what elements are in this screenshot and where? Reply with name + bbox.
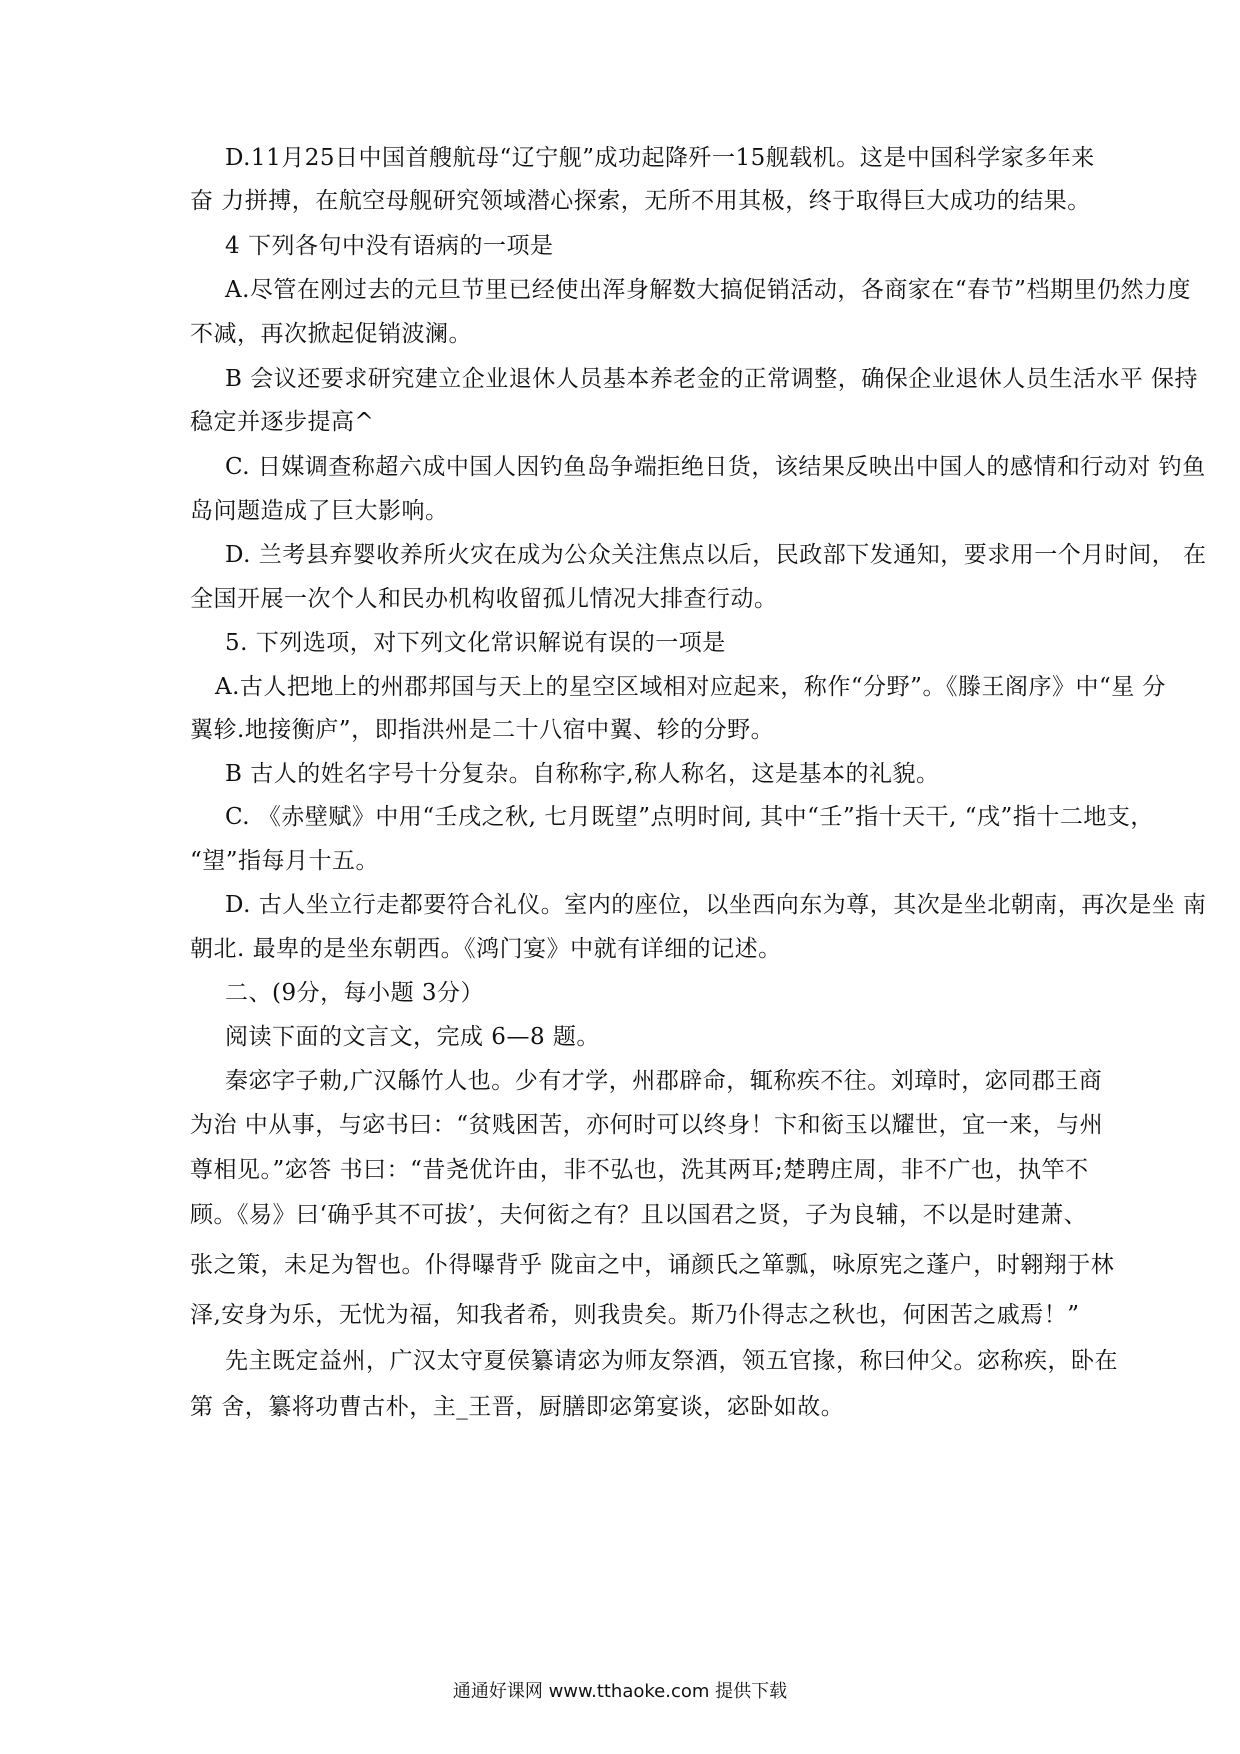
text-line: 岛问题造成了巨大影响。 xyxy=(190,498,449,524)
text-line: 全国开展一次个人和民办机构收留孤儿情况大排查行动。 xyxy=(190,586,778,612)
text-line: 朝北. 最卑的是坐东朝西。《鸿门宴》中就有详细的记述。 xyxy=(190,936,782,962)
text-line: D.11月25日中国首艘航母“辽宁舰”成功起降歼一15舰载机。这是中国科学家多年来 xyxy=(225,145,1095,171)
question-heading: 5. 下列选项，对下列文化常识解说有误的一项是 xyxy=(225,630,726,656)
text-line: 翼轸.地接衡庐”，即指洪州是二十八宿中翼、轸的分野。 xyxy=(190,717,775,743)
instruction: 阅读下面的文言文，完成 6—8 题。 xyxy=(225,1024,600,1050)
page-footer: 通通好课网 www.tthaoke.com 提供下载 xyxy=(452,1681,788,1702)
section-heading: 二、(9分，每小题 3分） xyxy=(225,980,485,1006)
option-d: D. 古人坐立行走都要符合礼仪。室内的座位，以坐西向东为尊，其次是坐北朝南，再次是坐 南 xyxy=(225,892,1207,918)
passage-line: 为治 中从事，与宓书曰：“贫贱困苦，亦何时可以终身！卞和衒玉以耀世，宜一来，与州 xyxy=(190,1112,1104,1138)
option-a: A.尽管在刚过去的元旦节里已经使出浑身解数大搞促销活动，各商家在“春节”档期里仍然力度 xyxy=(225,277,1191,303)
option-b: B 古人的姓名字号十分复杂。自称称字,称人称名，这是基本的礼貌。 xyxy=(225,761,940,787)
option-d: D. 兰考县弃婴收养所火灾在成为公众关注焦点以后，民政部下发通知，要求用一个月时间， 在 xyxy=(225,542,1207,568)
text-line: “望”指每月十五。 xyxy=(190,848,380,874)
option-c: C. 日媒调查称超六成中国人因钓鱼岛争端拒绝日货，该结果反映出中国人的感情和行动对 钓鱼 xyxy=(225,454,1206,480)
passage-line: 先主既定益州，广汉太守夏侯纂请宓为师友祭酒，领五官掾，称曰仲父。宓称疾，卧在 xyxy=(225,1348,1118,1374)
passage-line: 第 舍，纂将功曹古朴，主_王晋，厨膳即宓第宴谈，宓卧如故。 xyxy=(190,1394,845,1420)
text-line: 奋 力拼搏，在航空母舰研究领域潜心探索，无所不用其极，终于取得巨大成功的结果。 xyxy=(190,188,1091,214)
question-heading: 4 下列各句中没有语病的一项是 xyxy=(225,233,554,259)
passage-line: 秦宓字子勅,广汉緜竹人也。少有才学，州郡辟命，辄称疾不往。刘璋时，宓同郡王商 xyxy=(225,1068,1103,1094)
option-a: A.古人把地上的州郡邦国与天上的星空区域相对应起来，称作“分野”。《滕王阁序》中“星 分 xyxy=(215,674,1167,700)
passage-line: 尊相见。”宓答 书曰：“昔尧优许由，非不弘也，洗其两耳;楚聘庄周，非不广也，执竿不 xyxy=(190,1157,1089,1183)
passage-line: 张之策，未足为智也。仆得曝背乎 陇亩之中，诵颜氏之箪瓢，咏原宪之蓬户，时翱翔于林 xyxy=(190,1252,1115,1278)
option-b: B 会议还要求研究建立企业退休人员基本养老金的正常调整，确保企业退休人员生活水平 保持 xyxy=(225,366,1199,392)
text-line: 不减，再次掀起促销波澜。 xyxy=(190,321,472,347)
passage-line: 泽,安身为乐，无忧为福，知我者希，则我贵矣。斯乃仆得志之秋也，何困苦之戚焉！” xyxy=(190,1302,1080,1328)
passage-line: 顾。《易》曰‘确乎其不可拔’，夫何衒之有？且以国君之贤，子为良辅，不以是时建萧、 xyxy=(190,1202,1088,1228)
option-c: C. 《赤壁赋》中用“壬戌之秋, 七月既望”点明时间, 其中“壬”指十天干, “戌”指十二地支， xyxy=(225,804,1154,830)
text-line: 稳定并逐步提高^ xyxy=(190,409,375,435)
